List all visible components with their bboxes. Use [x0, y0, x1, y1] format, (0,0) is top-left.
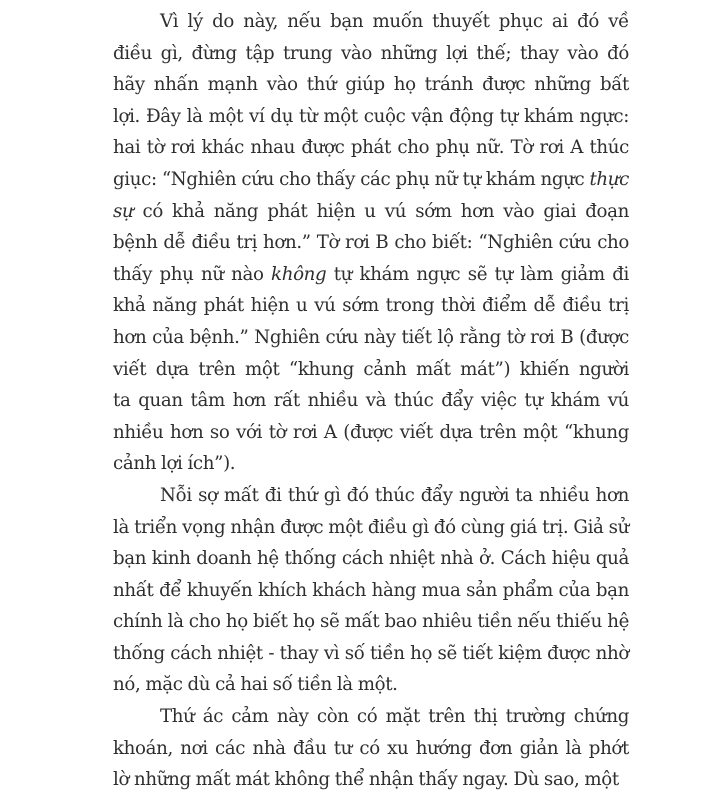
- text-line: [113, 606, 629, 638]
- text-line: [113, 733, 629, 765]
- emphasized-text: không: [271, 263, 327, 285]
- text-segment: bệnh dễ điều trị hơn.” Tờ rơi B cho biết: “Nghiên cứu cho: [113, 232, 629, 254]
- text-line: [113, 227, 629, 259]
- text-line: [113, 322, 629, 354]
- text-segment: nó, mặc dù cả hai số tiền là một.: [113, 674, 398, 696]
- paragraph: [113, 701, 629, 796]
- text-line: [113, 132, 629, 164]
- paragraph: [113, 6, 629, 480]
- text-line: [113, 259, 629, 291]
- text-segment: bạn kinh doanh hệ thống cách nhiệt nhà ở. Cách hiệu quả: [113, 548, 629, 570]
- text-segment: chính là cho họ biết họ sẽ mất bao nhiêu tiền nếu thiếu hệ: [113, 611, 629, 633]
- text-segment: lợi. Đây là một ví dụ từ một cuộc vận động tự khám ngực:: [113, 105, 629, 127]
- text-line: [113, 638, 629, 670]
- text-line: [113, 196, 629, 228]
- text-segment: khoán, nơi các nhà đầu tư có xu hướng đơn giản là phớt: [113, 737, 629, 759]
- text-line: [113, 764, 629, 796]
- text-line: [113, 480, 629, 512]
- text-line: [113, 385, 629, 417]
- text-segment: có khả năng phát hiện u vú sớm hơn vào giai đoạn: [133, 200, 629, 222]
- emphasized-text: sự: [113, 200, 134, 222]
- text-segment: nhiều hơn so với tờ rơi A (được viết dựa trên một “khung: [113, 421, 629, 443]
- text-line: [113, 417, 629, 449]
- text-line: [113, 354, 629, 386]
- text-segment: giục: “Nghiên cứu cho thấy các phụ nữ tự khám ngực: [113, 168, 590, 190]
- text-segment: lờ những mất mát không thể nhận thấy ngay. Dù sao, một: [113, 769, 619, 791]
- text-segment: Nỗi sợ mất đi thứ gì đó thúc đẩy người ta nhiều hơn: [160, 484, 629, 506]
- text-line: [113, 6, 629, 38]
- text-segment: nhất để khuyến khích khách hàng mua sản phẩm của bạn: [113, 579, 629, 601]
- text-line: [113, 701, 629, 733]
- text-segment: ta quan tâm hơn rất nhiều và thúc đẩy việc tự khám vú: [113, 390, 629, 412]
- text-line: [113, 512, 629, 544]
- emphasized-text: thực: [589, 168, 629, 190]
- text-line: [113, 575, 629, 607]
- text-segment: là triển vọng nhận được một điều gì đó cùng giá trị. Giả sử: [113, 516, 629, 538]
- text-line: [113, 669, 629, 701]
- text-segment: tự khám ngực sẽ tự làm giảm đi: [326, 263, 629, 285]
- text-segment: thấy phụ nữ nào: [113, 263, 272, 285]
- paragraph: [113, 480, 629, 701]
- text-line: [113, 543, 629, 575]
- text-segment: hơn của bệnh.” Nghiên cứu này tiết lộ rằng tờ rơi B (được: [113, 326, 629, 348]
- text-segment: cảnh lợi ích”).: [113, 453, 236, 475]
- text-line: [113, 448, 629, 480]
- text-segment: khả năng phát hiện u vú sớm trong thời điểm dễ điều trị: [113, 295, 629, 317]
- text-line: [113, 164, 629, 196]
- text-segment: thống cách nhiệt - thay vì số tiền họ sẽ tiết kiệm được nhờ: [113, 642, 629, 664]
- text-segment: viết dựa trên một “khung cảnh mất mát”) khiến người: [113, 358, 629, 380]
- text-segment: Thứ ác cảm này còn có mặt trên thị trường chứng: [160, 706, 629, 728]
- text-line: [113, 38, 629, 70]
- text-segment: Vì lý do này, nếu bạn muốn thuyết phục ai đó về: [160, 11, 629, 32]
- text-line: [113, 290, 629, 322]
- text-line: [113, 69, 629, 101]
- text-segment: điều gì, đừng tập trung vào những lợi thế; thay vào đó: [113, 42, 629, 64]
- text-segment: hai tờ rơi khác nhau được phát cho phụ nữ. Tờ rơi A thúc: [113, 137, 629, 159]
- text-segment: hãy nhấn mạnh vào thứ giúp họ tránh được những bất: [113, 74, 629, 96]
- body-text: [113, 6, 629, 796]
- text-line: [113, 101, 629, 133]
